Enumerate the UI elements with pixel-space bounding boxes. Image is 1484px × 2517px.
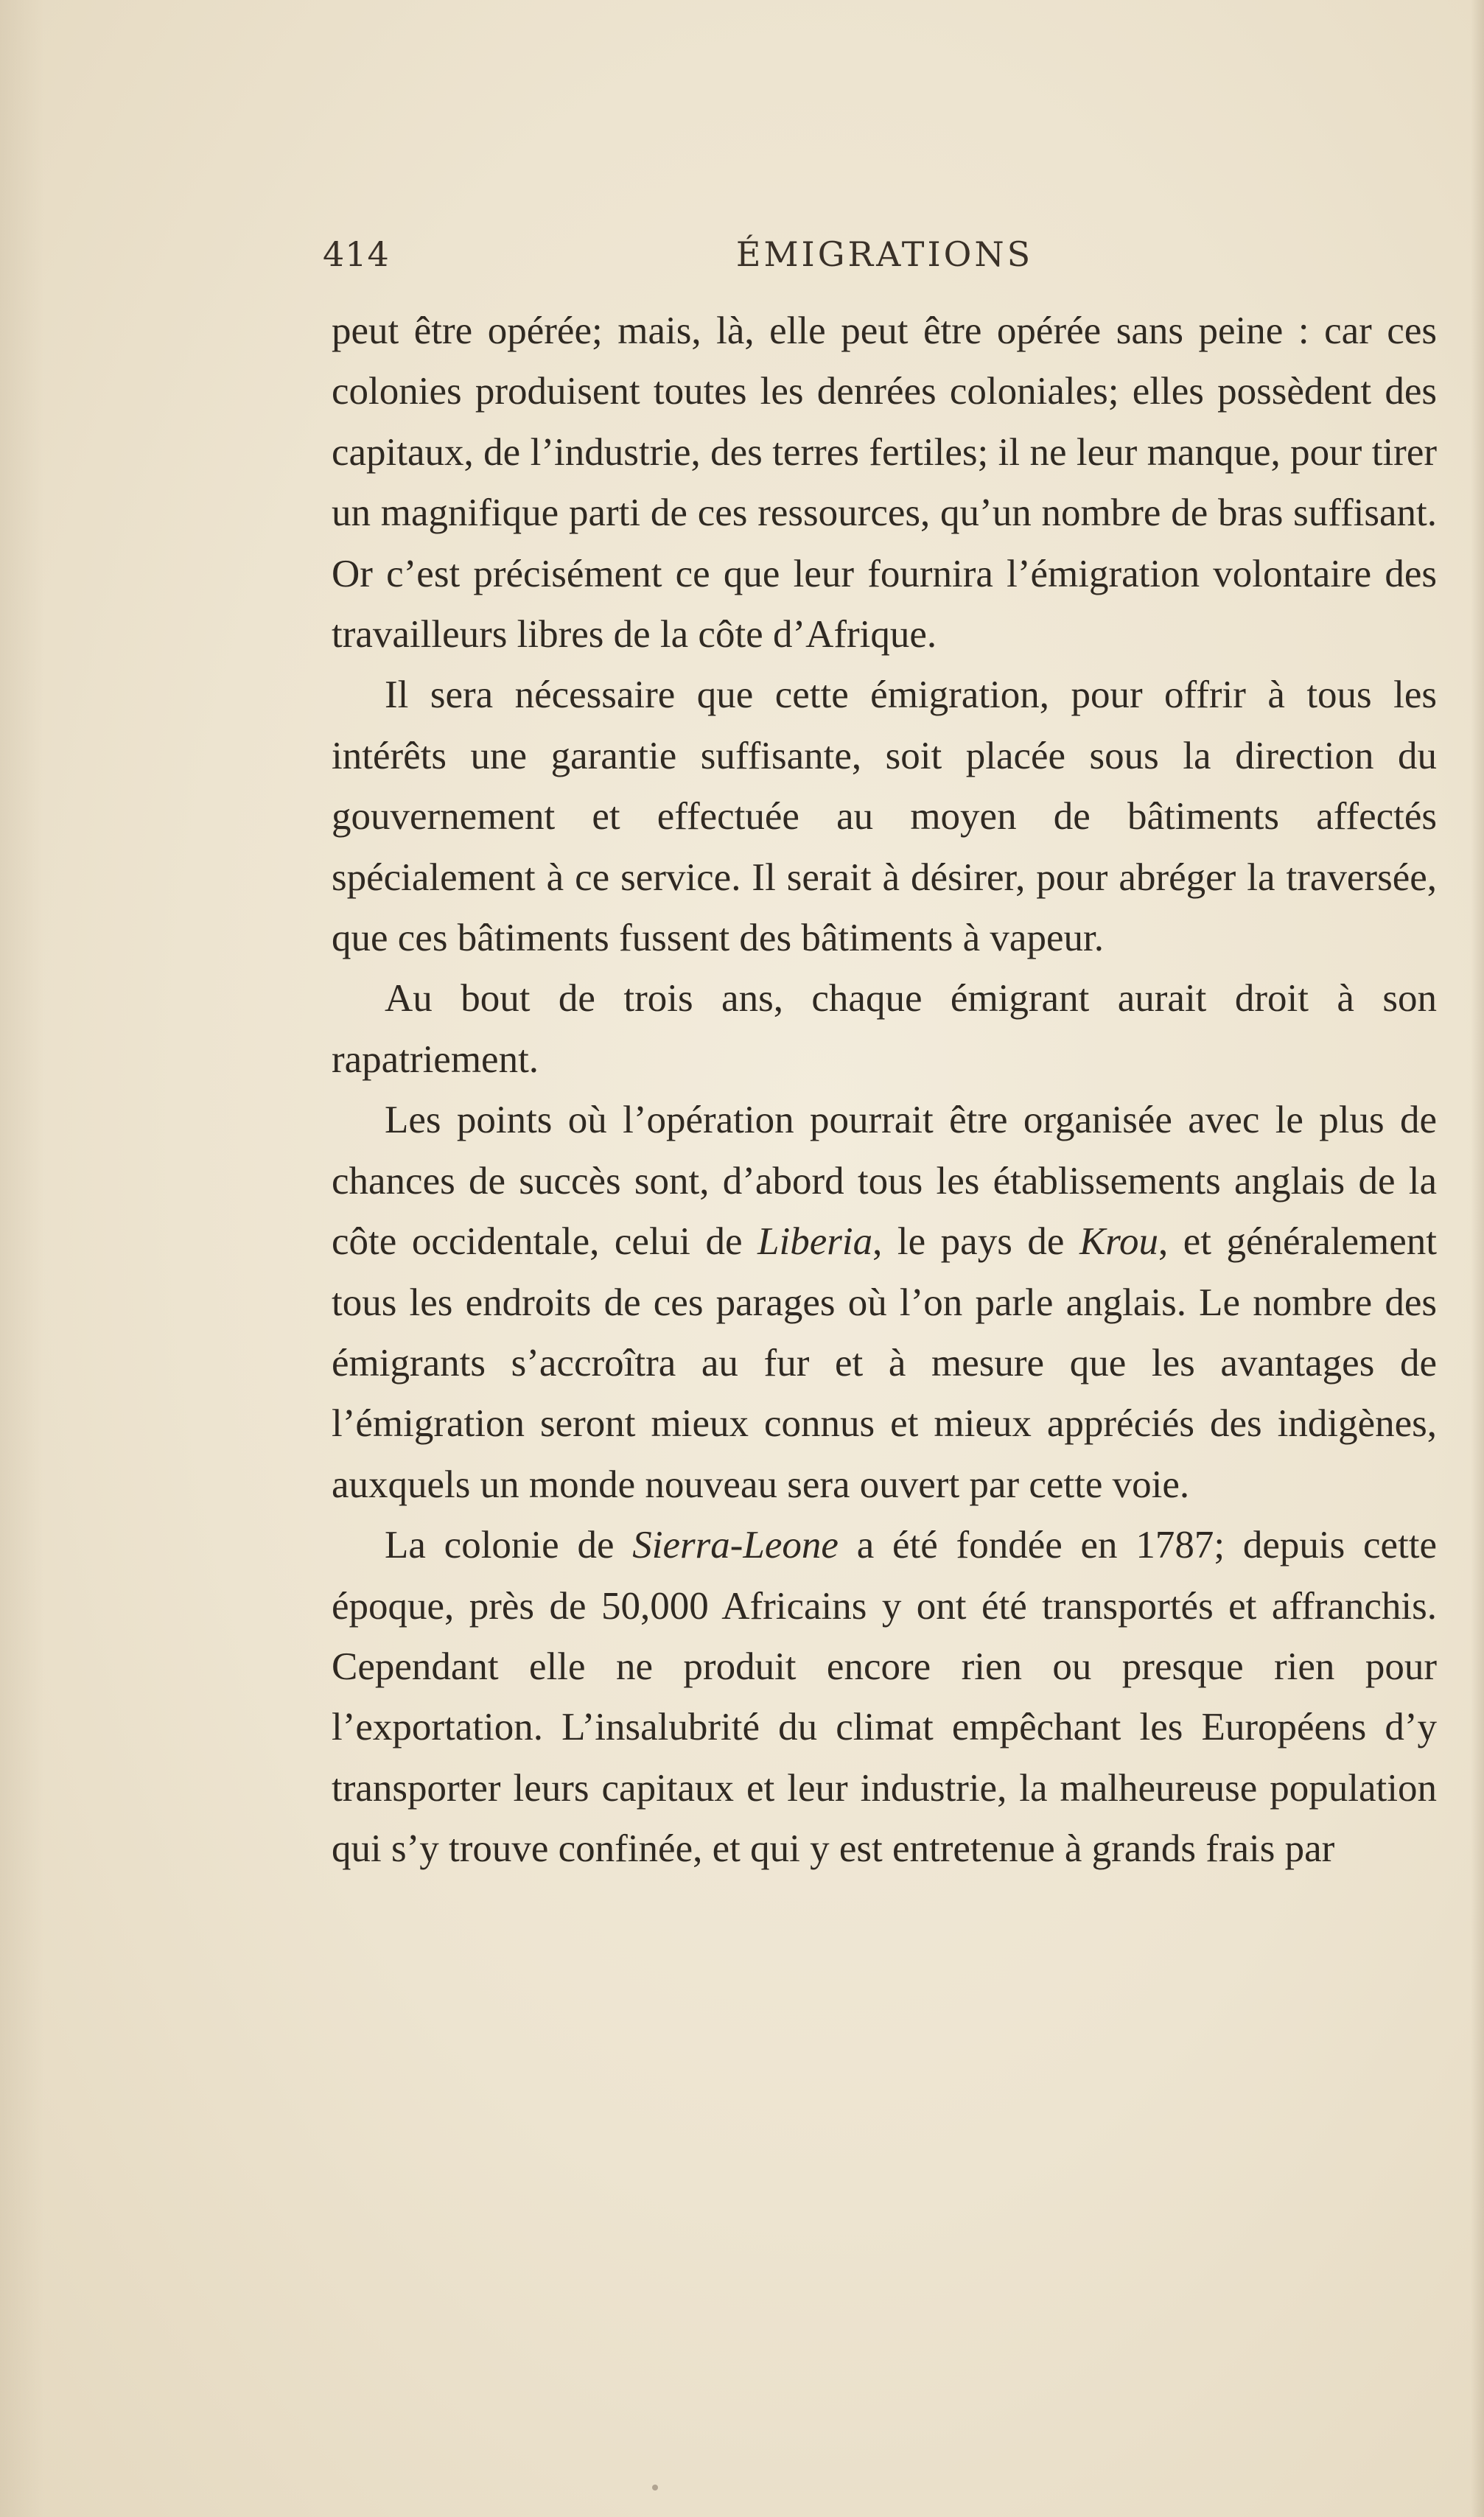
text-segment: , et généralement tous les endroits de ces parages où l’on parle anglais. Le nombre des émigrants s’accroîtra au fur et à mesure que les avantages de l’émigration seront mieux connus et mieux appréciés des indigènes, auxquels un monde nouveau sera ouvert par cette voie. — [332, 1220, 1437, 1506]
paragraph — [332, 968, 1437, 1090]
page-number: 414 — [323, 234, 390, 274]
ink-speck — [652, 2485, 658, 2490]
italic-text-segment: Sierra-Leone — [632, 1524, 839, 1567]
running-title: ÉMIGRATIONS — [735, 234, 1034, 274]
page-fold-shadow — [0, 0, 44, 2517]
text-segment: , le pays de — [872, 1220, 1079, 1264]
paragraph — [332, 301, 1437, 665]
paragraph — [332, 665, 1437, 968]
italic-text-segment: Liberia — [757, 1220, 873, 1264]
italic-text-segment: Krou — [1079, 1220, 1158, 1264]
body-text — [332, 301, 1437, 1880]
text-segment: a été fondée en 1787; depuis cette époque, près de 50,000 Africains y ont été transportés et affranchis. Cependant elle ne produit encore rien ou presque rien pour l’exportation. L’insalubrité du climat empêchant les Européens d’y transporter leurs capitaux et leur industrie, la malheureuse population qui s’y trouve confinée, et qui y est entretenue à grands frais par — [332, 1524, 1438, 1871]
paragraph — [332, 1090, 1437, 1515]
text-segment: Les points où l’opération pourrait être organisée avec le plus de chances de succès sont, d’abord tous les établissements anglais de la côte occidentale, celui de — [332, 1099, 1437, 1264]
paragraph — [332, 1515, 1437, 1879]
page-edge-shadow — [1471, 0, 1484, 2517]
text-segment: peut être opérée; mais, là, elle peut être opérée sans peine : car ces colonies produisent toutes les denrées coloniales; elles possèdent des capitaux, de l’industrie, des terres fertiles; il ne leur manque, pour tirer un magnifique parti de ces ressources, qu’un nombre de bras suffisant. Or c’est précisément ce que leur fournira l’émigration volontaire des travailleurs libres de la côte d’Afrique. — [332, 309, 1437, 657]
text-segment: La colonie de — [385, 1524, 633, 1567]
running-header — [323, 234, 1446, 286]
text-segment: Il sera nécessaire que cette émigration, pour offrir à tous les intérêts une garantie suffisante, soit placée sous la direction du gouvernement et effectuée au moyen de bâtiments affectés spécialement à ce service. Il serait à désirer, pour abréger la traversée, que ces bâtiments fussent des bâtiments à vapeur. — [332, 673, 1437, 960]
text-segment: Au bout de trois ans, chaque émigrant aurait droit à son rapatriement. — [332, 977, 1437, 1081]
